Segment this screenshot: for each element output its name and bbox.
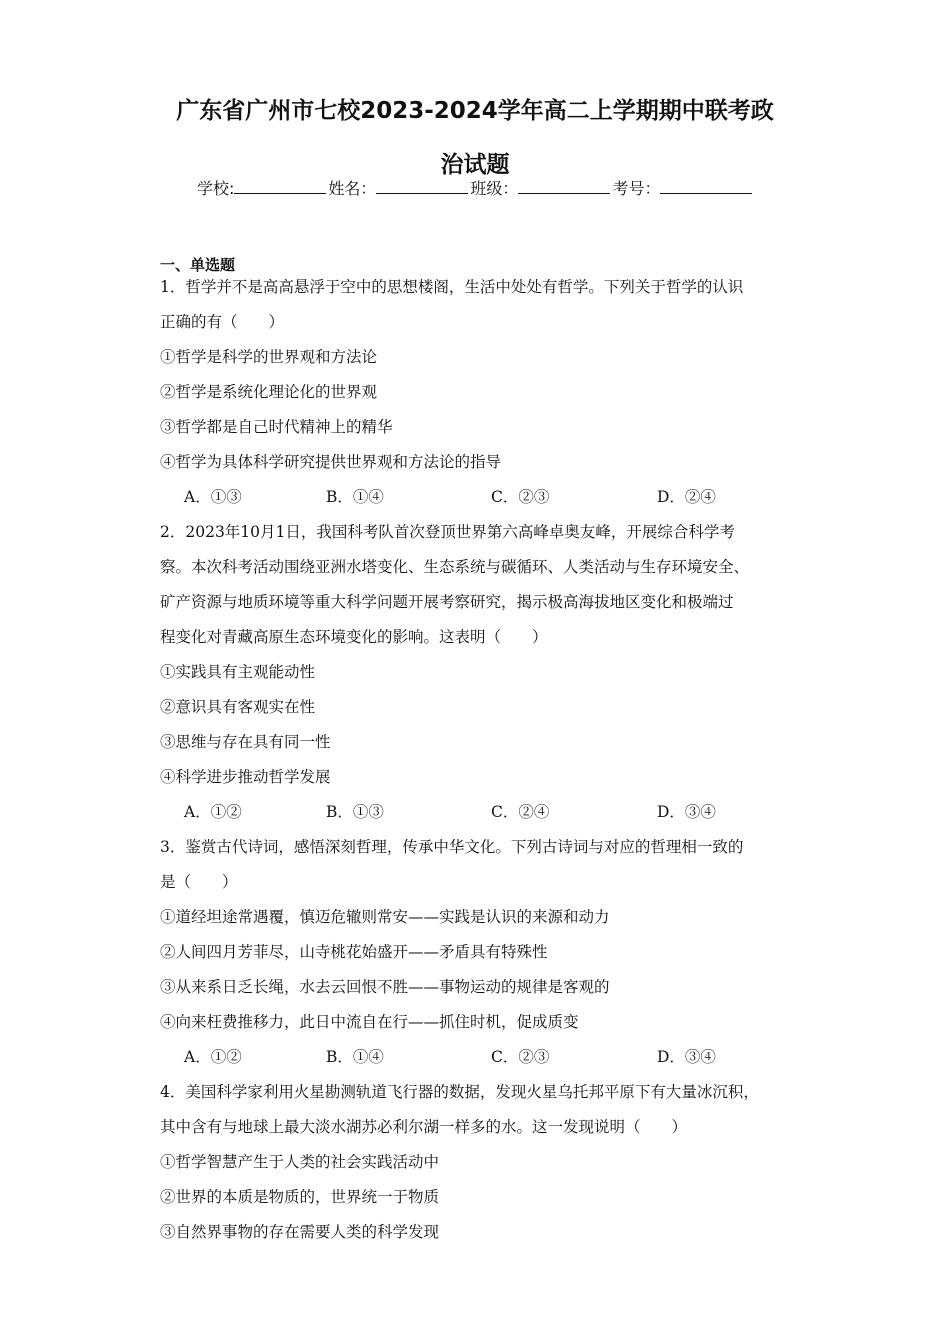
section-heading: 一、单选题	[160, 256, 236, 274]
question-2	[160, 515, 800, 830]
choice-a: A．①②	[184, 1048, 242, 1066]
statement-option: ③从来系日乏长绳，水去云回恨不胜——事物运动的规律是客观的	[160, 978, 610, 996]
statement-option: ②意识具有客观实在性	[160, 698, 316, 716]
statement-option: ①哲学智慧产生于人类的社会实践活动中	[160, 1153, 440, 1171]
question-1	[160, 270, 800, 515]
statement-option: ③哲学都是自己时代精神上的精华	[160, 418, 393, 436]
question-stem-line: 正确的有（ ）	[160, 313, 285, 331]
choice-c: C．②③	[491, 1048, 550, 1066]
answer-choices	[160, 480, 800, 515]
statement-option: ④哲学为具体科学研究提供世界观和方法论的指导	[160, 453, 502, 471]
choice-d: D．③④	[657, 1048, 716, 1066]
statement-option: ④向来枉费推移力，此日中流自在行——抓住时机，促成质变	[160, 1013, 579, 1031]
choice-a: A．①③	[184, 488, 242, 506]
question-stem-line: 察。本次科考活动围绕亚洲水塔变化、生态系统与碳循环、人类活动与生存环境安全、	[160, 558, 750, 576]
choice-c: C．②③	[491, 488, 550, 506]
statement-option: ②哲学是系统化理论化的世界观	[160, 383, 378, 401]
statement-option: ③思维与存在具有同一性	[160, 733, 331, 751]
statement-option: ②世界的本质是物质的，世界统一于物质	[160, 1188, 440, 1206]
class-blank[interactable]	[518, 179, 610, 194]
statement-option: ①实践具有主观能动性	[160, 663, 316, 681]
question-stem-line: 程变化对青藏高原生态环境变化的影响。这表明（ ）	[160, 628, 548, 646]
question-stem-line: 1．哲学并不是高高悬浮于空中的思想楼阁，生活中处处有哲学。下列关于哲学的认识	[160, 278, 744, 296]
question-4	[160, 1075, 800, 1250]
statement-option: ③自然界事物的存在需要人类的科学发现	[160, 1223, 440, 1241]
answer-choices	[160, 795, 800, 830]
school-label: 学校:	[197, 179, 235, 198]
title-line-2: 治试题	[440, 152, 510, 178]
class-label: 班级：	[470, 179, 519, 198]
school-blank[interactable]	[234, 179, 326, 194]
name-blank[interactable]	[376, 179, 468, 194]
title-line-1: 广东省广州市七校2023-2024学年高二上学期期中联考政	[176, 98, 774, 124]
choice-d: D．②④	[657, 488, 716, 506]
statement-option: ②人间四月芳菲尽，山寺桃花始盛开——矛盾具有特殊性	[160, 943, 548, 961]
statement-option: ①哲学是科学的世界观和方法论	[160, 348, 378, 366]
question-stem-line: 是（ ）	[160, 873, 238, 891]
question-list	[160, 270, 800, 1250]
question-3	[160, 830, 800, 1075]
answer-choices	[160, 1040, 800, 1075]
choice-a: A．①②	[184, 803, 242, 821]
choice-b: B．①③	[326, 803, 384, 821]
question-stem-line: 矿产资源与地质环境等重大科学问题开展考察研究，揭示极高海拔地区变化和极端过	[160, 593, 734, 611]
question-stem-line: 其中含有与地球上最大淡水湖苏必利尔湖一样多的水。这一发现说明（ ）	[160, 1118, 688, 1136]
choice-c: C．②④	[491, 803, 550, 821]
question-stem-line: 2．2023年10月1日，我国科考队首次登顶世界第六高峰卓奥友峰，开展综合科学考	[160, 523, 735, 541]
student-info-line	[197, 176, 754, 199]
statement-option: ④科学进步推动哲学发展	[160, 768, 331, 786]
question-stem-line: 4．美国科学家利用火星勘测轨道飞行器的数据，发现火星乌托邦平原下有大量冰沉积，	[160, 1083, 759, 1101]
statement-option: ①道经坦途常遇覆，慎迈危辙则常安——实践是认识的来源和动力	[160, 908, 610, 926]
choice-b: B．①④	[326, 1048, 384, 1066]
exam-number-blank[interactable]	[660, 179, 752, 194]
question-stem-line: 3．鉴赏古代诗词，感悟深刻哲理，传承中华文化。下列古诗词与对应的哲理相一致的	[160, 838, 744, 856]
exam-number-label: 考号：	[612, 179, 661, 198]
choice-d: D．③④	[657, 803, 716, 821]
name-label: 姓名：	[328, 179, 377, 198]
choice-b: B．①④	[326, 488, 384, 506]
